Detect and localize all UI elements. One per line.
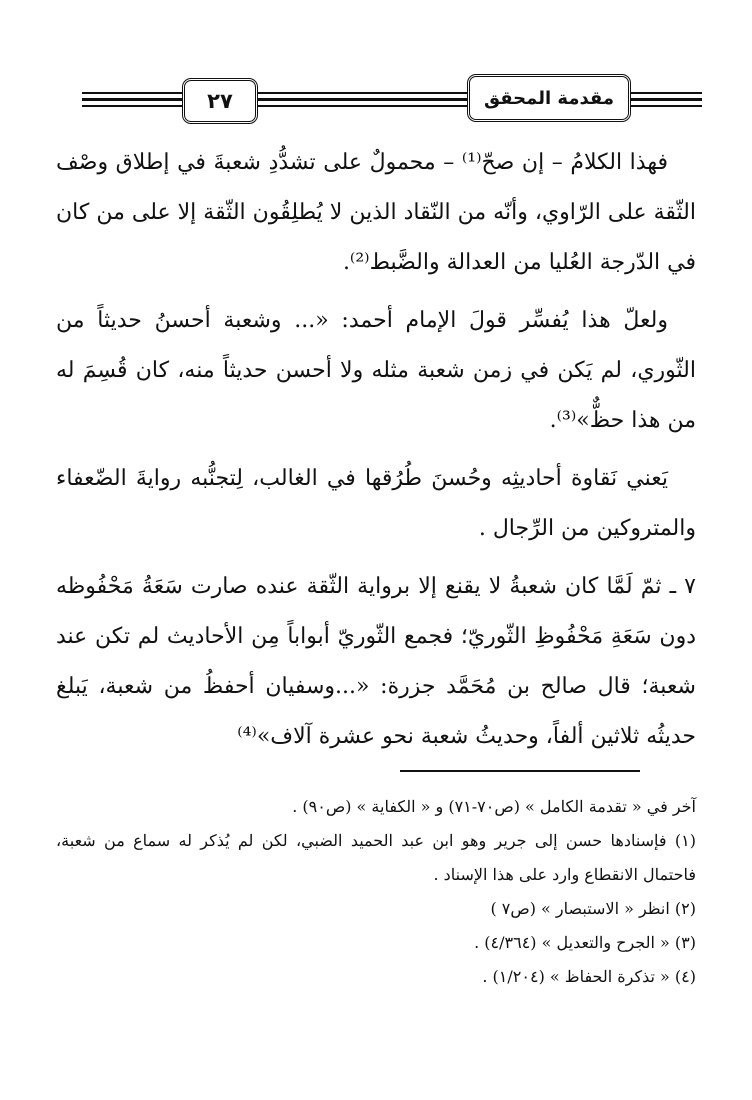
footnote-separator: [400, 770, 640, 772]
numbered-paragraph: ٧ ـ ثمّ لَمَّا كان شعبةُ لا يقنع إلا برواية الثّقة عنده صارت سَعَةُ مَحْفُوظه دون سَعَةِ مَحْفُوظِ الثّوريّ؛ فجمع الثّوريّ أبواباً مِن الأحاديث لم تكن عند شعبة؛ قال صالح بن مُحَمَّد جزرة: «...وسفيان أحفظُ من شعبة، يَبلغ حديثُه ثلاثين ألفاً، وحديثُ شعبة نحو عشرة آلاف»⁽⁴⁾: [56, 574, 696, 749]
page-number-box: [182, 78, 258, 124]
footnote: (٤) « تذكرة الحفاظ » (١/٢٠٤) .: [482, 967, 696, 986]
footnote: (٢) انظر « الاستبصار » (ص٧ ): [490, 899, 696, 918]
main-text: [56, 138, 696, 770]
running-title: مقدمة المحقق: [484, 87, 614, 109]
page-number: ٢٧: [207, 89, 233, 113]
page-header: [82, 72, 702, 124]
footnote-continuation: آخر في « تقدمة الكامل » (ص٧٠-٧١) و « الكفاية » (ص٩٠) .: [292, 797, 696, 816]
paragraph: ولعلّ هذا يُفسِّر قولَ الإمام أحمد: «... وشعبة أحسنُ حديثاً من الثّوري، لم يَكن في زمن شعبة مثله ولا أحسن حديثاً منه، كان قُسِمَ له من هذا حظٌّ»⁽³⁾.: [56, 308, 696, 433]
footnote: (٣) « الجرح والتعديل » (٤/٣٦٤) .: [474, 933, 696, 952]
footnotes: [56, 790, 696, 994]
paragraph: فهذا الكلامُ – إن صحّ⁽¹⁾ – محمولٌ على تشدُّدِ شعبةَ في إطلاق وصْف الثّقة على الرّاوي، وأنّه من النّقاد الذين لا يُطلِقُون الثّقة إلا على من كان في الدّرجة العُليا من العدالة والضَّبط⁽²⁾.: [56, 150, 696, 275]
paragraph: يَعني نَقاوة أحاديثِه وحُسنَ طُرُقها في الغالب، لِتجنُّبه روايةَ الضّعفاء والمتروكين من الرِّجال .: [56, 466, 696, 541]
running-title-box: [467, 74, 631, 122]
footnote: (١) فإسنادها حسن إلى جرير وهو ابن عبد الحميد الضبي، لكن لم يُذكر له سماع من شعبة، فاحتمال الانقطاع وارد على هذا الإسناد .: [56, 831, 696, 884]
